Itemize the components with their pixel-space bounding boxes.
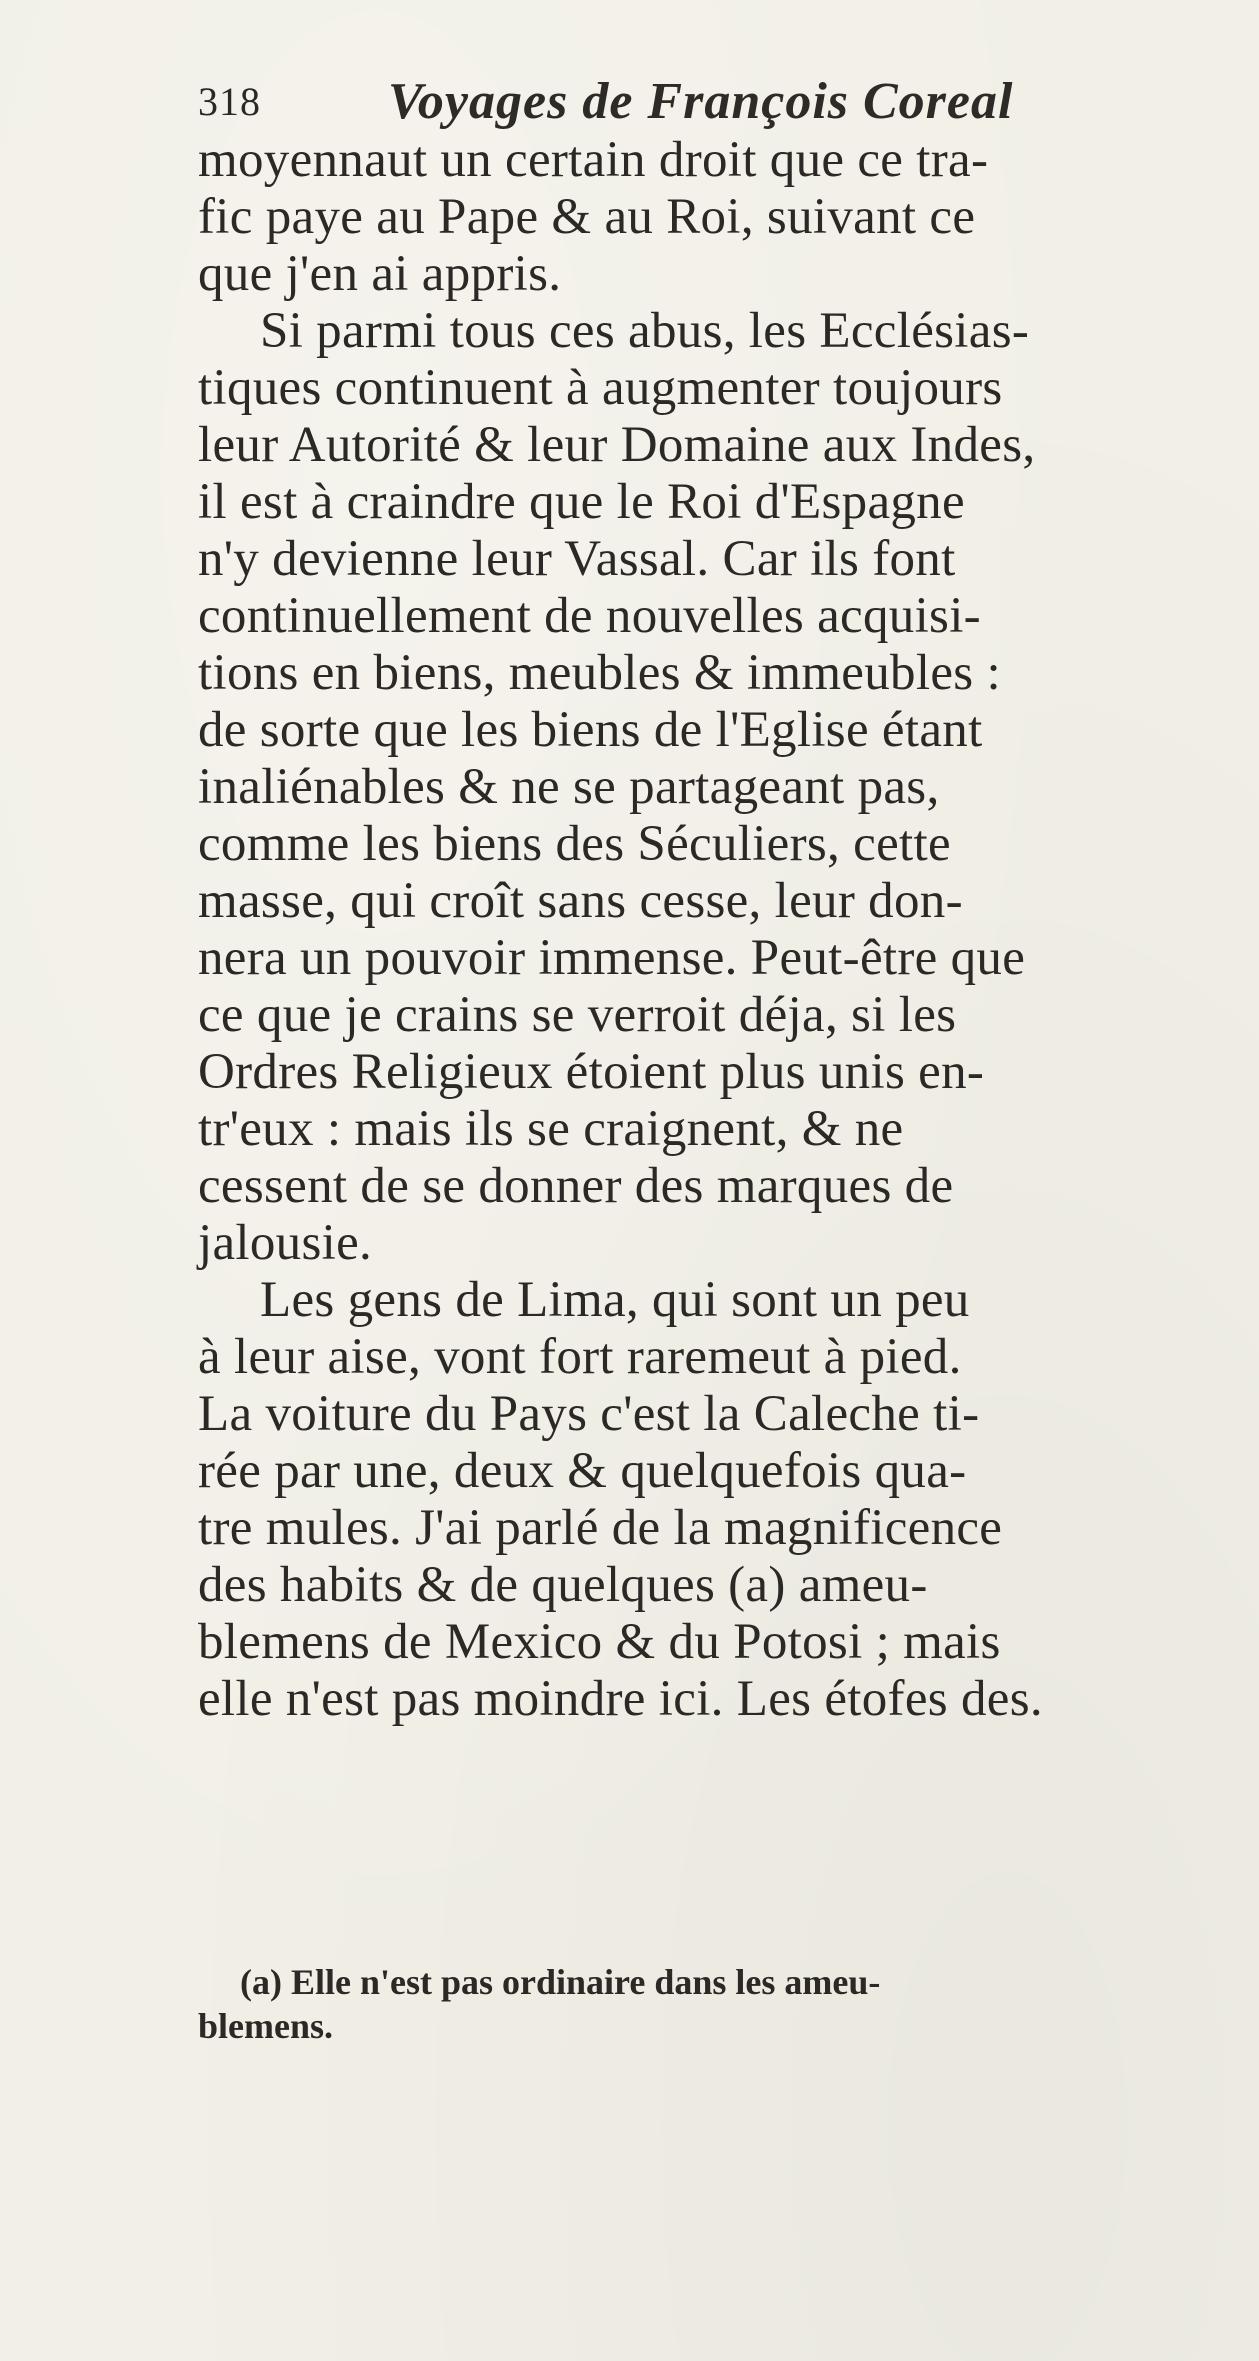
text-line: ce que je crains se verroit déja, si les (198, 987, 957, 1043)
running-title: Voyages de François Coreal (388, 73, 1014, 130)
text-line: fic paye au Pape & au Roi, suivant ce (198, 189, 976, 245)
text-line: Si parmi tous ces abus, les Ecclésias- (260, 303, 1030, 359)
text-line: inaliénables & ne se partageant pas, (198, 759, 940, 815)
text-line: continuellement de nouvelles acquisi- (198, 588, 981, 644)
text-line: blemens de Mexico & du Potosi ; mais (198, 1614, 1001, 1670)
text-line: il est à craindre que le Roi d'Espagne (198, 474, 965, 530)
text-line: n'y devienne leur Vassal. Car ils font (198, 531, 956, 587)
text-line: elle n'est pas moindre ici. Les étofes des. (198, 1671, 1043, 1727)
text-line: nera un pouvoir immense. Peut-être que (198, 930, 1026, 986)
text-line: tiques continuent à augmenter toujours (198, 360, 1003, 416)
body-text (198, 132, 1208, 1728)
footnote-line: blemens. (198, 2006, 333, 2046)
text-line: des habits & de quelques (a) ameu- (198, 1557, 928, 1613)
text-line: La voiture du Pays c'est la Caleche ti- (198, 1386, 980, 1442)
text-line: comme les biens des Séculiers, cette (198, 816, 951, 872)
text-line: Ordres Religieux étoient plus unis en- (198, 1044, 985, 1100)
page-number: 318 (198, 79, 261, 124)
text-line: rée par une, deux & quelquefois qua- (198, 1443, 967, 1499)
text-line: tr'eux : mais ils se craignent, & ne (198, 1101, 904, 1157)
footnote-line: (a) Elle n'est pas ordinaire dans les ameu- (240, 1962, 881, 2002)
text-line: cessent de se donner des marques de (198, 1158, 954, 1214)
text-line: tre mules. J'ai parlé de la magnificence (198, 1500, 1003, 1556)
text-line: Les gens de Lima, qui sont un peu (260, 1272, 970, 1328)
text-line: masse, qui croît sans cesse, leur don- (198, 873, 963, 929)
footnote (198, 1960, 1208, 2048)
text-line: tions en biens, meubles & immeubles : (198, 645, 1001, 701)
text-line: de sorte que les biens de l'Eglise étant (198, 702, 983, 758)
text-line: que j'en ai appris. (198, 246, 562, 302)
text-line: moyennaut un certain droit que ce tra- (198, 132, 989, 188)
text-line: à leur aise, vont fort raremeut à pied. (198, 1329, 962, 1385)
text-line: leur Autorité & leur Domaine aux Indes, (198, 417, 1036, 473)
text-line: jalousie. (198, 1215, 373, 1271)
